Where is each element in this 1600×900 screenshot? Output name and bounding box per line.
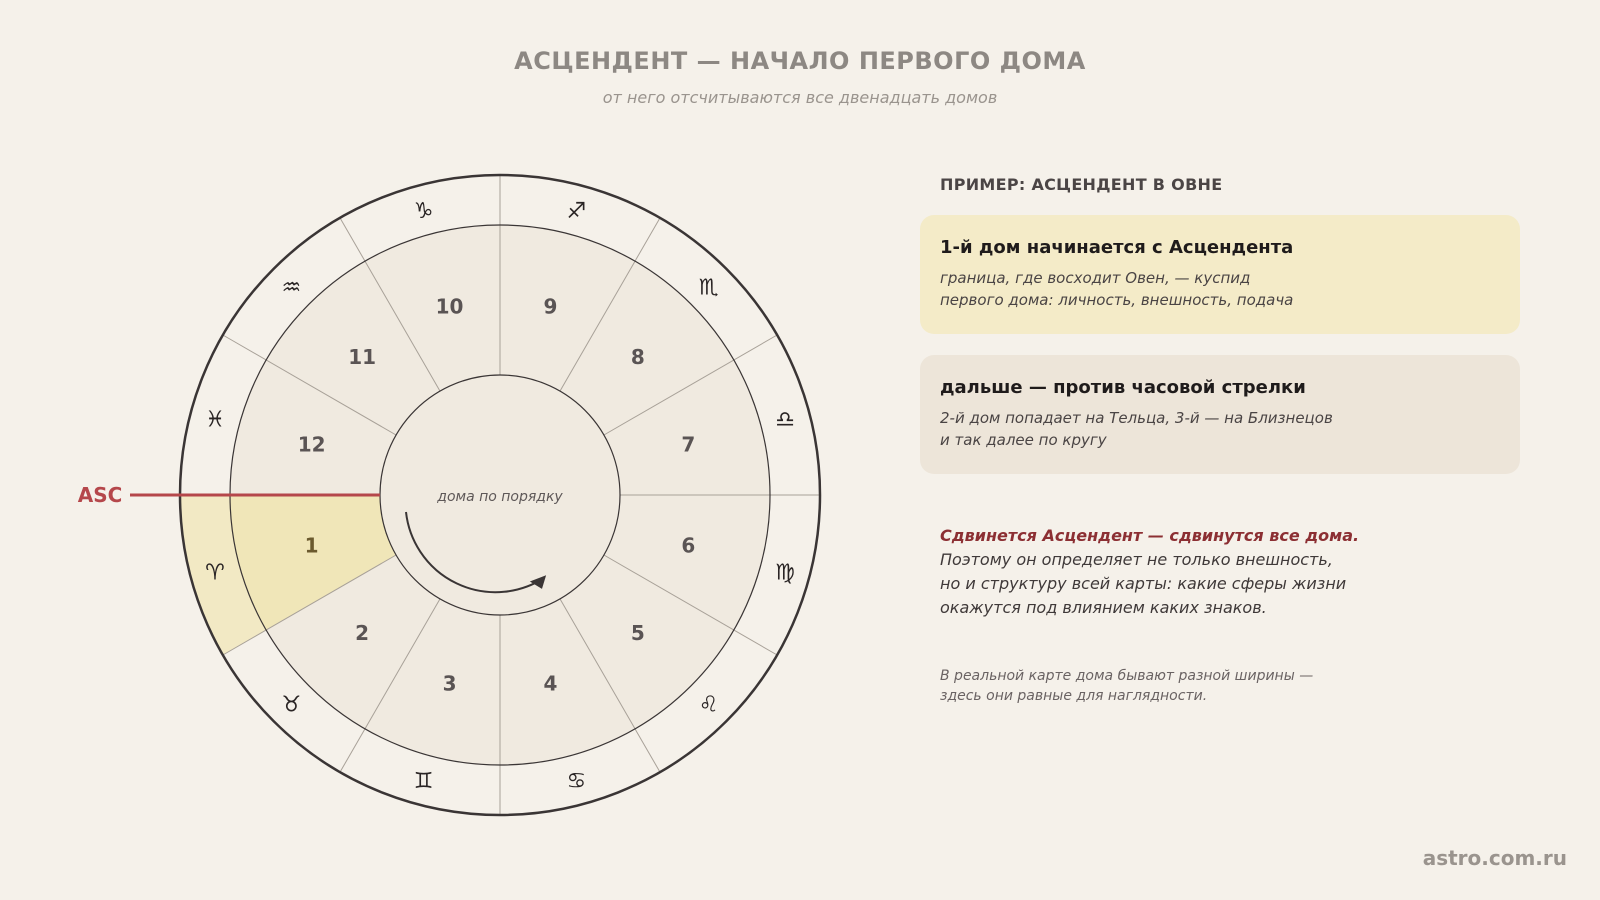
- capricorn-icon: ♑: [413, 199, 434, 225]
- leo-icon: ♌: [698, 692, 719, 718]
- site-watermark: astro.com.ru: [1422, 846, 1567, 870]
- house-number: 3: [442, 671, 457, 696]
- aries-icon: ♈: [205, 560, 225, 586]
- card-text: граница, где восходит Овен, — куспид первого дома: личность, внешность, подача: [940, 269, 1294, 309]
- cancer-icon: ♋: [566, 768, 587, 794]
- aquarius-icon: ♒: [281, 275, 302, 301]
- card-title: 1-й дом начинается с Асцендента: [940, 237, 1294, 258]
- house-number: 12: [297, 432, 326, 457]
- sagittarius-icon: ♐: [566, 199, 587, 225]
- panel-heading: ПРИМЕР: АСЦЕНДЕНТ В ОВНЕ: [940, 175, 1223, 194]
- house-number: 1: [304, 533, 319, 558]
- house-number: 2: [355, 620, 370, 645]
- card-text: 2-й дом попадает на Тельца, 3-й — на Близнецов и так далее по кругу: [940, 409, 1333, 449]
- page-subtitle: от него отсчитываются все двенадцать домов: [602, 88, 998, 107]
- house-number: 9: [543, 294, 558, 319]
- page-title: АСЦЕНДЕНТ — НАЧАЛО ПЕРВОГО ДОМА: [514, 47, 1086, 75]
- taurus-icon: ♉: [281, 692, 302, 718]
- footnote: В реальной карте дома бывают разной ширины — здесь они равные для наглядности.: [940, 668, 1314, 704]
- center-label: дома по порядку: [437, 489, 563, 505]
- house-number: 7: [681, 432, 696, 457]
- asc-label: ASC: [77, 483, 123, 507]
- asc-shift-note: [940, 524, 1500, 620]
- libra-icon: ♎: [775, 407, 795, 433]
- note-accent: Сдвинется Асцендент — сдвинутся все дома.: [940, 526, 1360, 545]
- house-number: 4: [543, 671, 558, 696]
- house-number: 6: [681, 533, 696, 558]
- order-card: [920, 355, 1520, 474]
- house-number: 10: [435, 294, 464, 319]
- virgo-icon: ♍: [775, 560, 795, 586]
- card-title: дальше — против часовой стрелки: [940, 377, 1306, 398]
- first-house-card: [920, 215, 1520, 334]
- house-number: 8: [630, 345, 645, 370]
- pisces-icon: ♓: [205, 407, 225, 433]
- gemini-icon: ♊: [413, 768, 434, 794]
- note-body: Поэтому он определяет не только внешность, но и структуру всей карты: какие сферы жизни окажутся под влиянием каких знаков.: [940, 550, 1347, 617]
- house-number: 5: [630, 620, 645, 645]
- scorpio-icon: ♏: [698, 275, 719, 301]
- house-number: 11: [348, 345, 377, 370]
